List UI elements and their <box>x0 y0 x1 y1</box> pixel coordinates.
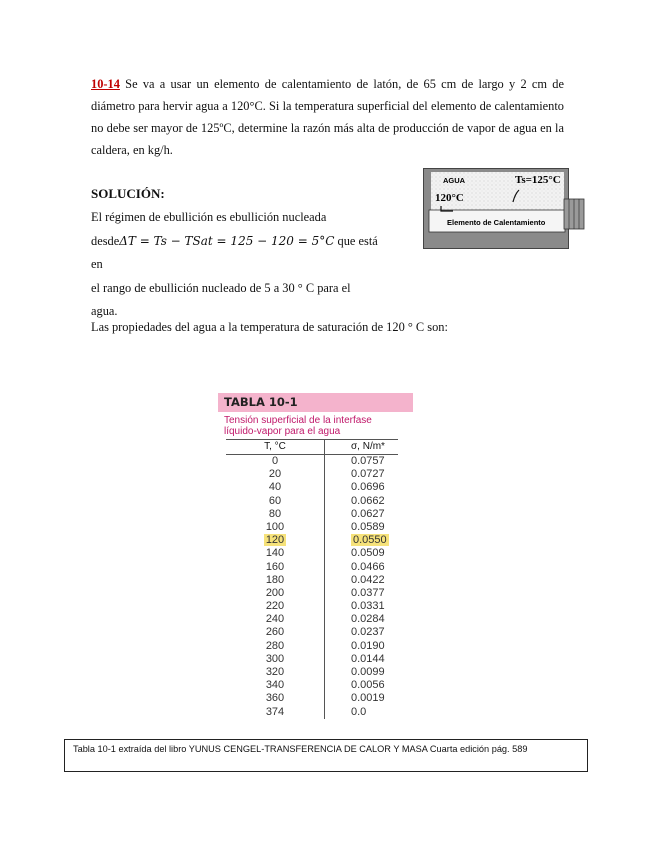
temperature-cell: 260 <box>226 626 325 639</box>
table-row <box>226 468 398 481</box>
temperature-cell: 360 <box>226 692 325 705</box>
table-row <box>226 574 398 587</box>
table-row <box>226 521 398 534</box>
tension-cell: 0.0377 <box>351 586 385 599</box>
temperature-cell: 140 <box>226 547 325 560</box>
table-row <box>226 561 398 574</box>
solution-line-2 <box>91 230 391 277</box>
temperature-cell: 80 <box>226 508 325 521</box>
solution-title: SOLUCIÓN: <box>91 186 165 201</box>
table-subtitle <box>224 415 413 437</box>
solution-line-3: el rango de ebullición nucleado de 5 a 30 ° C para el <box>91 280 351 295</box>
table-row <box>226 587 398 600</box>
caption-text: Tabla 10-1 extraída del libro YUNUS CENGEL-TRANSFERENCIA DE CALOR Y MASA Cuarta edición pág. 589 <box>73 744 528 754</box>
temperature-cell: 0 <box>226 455 325 468</box>
tension-cell: 0.0662 <box>351 494 385 507</box>
table-row <box>226 653 398 666</box>
tension-cell: 0.0237 <box>351 626 385 639</box>
table-row <box>226 455 398 468</box>
surface-temp-label: Ts=125°C <box>515 174 561 186</box>
table-header-row <box>226 439 398 455</box>
tension-cell: 0.0 <box>351 705 367 718</box>
temperature-cell: 60 <box>226 495 325 508</box>
temperature-cell: 340 <box>226 679 325 692</box>
tension-cell: 0.0589 <box>351 520 385 533</box>
tension-cell: 0.0144 <box>351 652 385 665</box>
temperature-cell: 160 <box>226 561 325 574</box>
tension-cell: 0.0284 <box>351 613 385 626</box>
table-row <box>226 613 398 626</box>
table-row <box>226 640 398 653</box>
table-row <box>226 706 398 719</box>
temperature-cell: 180 <box>226 574 325 587</box>
temperature-cell: 40 <box>226 481 325 494</box>
temperature-cell: 200 <box>226 587 325 600</box>
table-subtitle-line-1: Tensión superficial de la interfase <box>224 415 372 426</box>
table-row <box>226 495 398 508</box>
tension-cell: 0.0099 <box>351 666 385 678</box>
table-body <box>226 455 398 719</box>
delta-t-equation: ΔT = Ts − TSat = 125 − 120 = 5°C <box>119 233 335 248</box>
tension-cell: 0.0627 <box>351 507 385 520</box>
temperature-cell: 280 <box>226 640 325 653</box>
tension-cell: 0.0019 <box>351 692 385 705</box>
properties-text: Las propiedades del agua a la temperatura de saturación de 120 ° C son: <box>91 320 448 334</box>
table-row <box>226 626 398 639</box>
temperature-cell: 300 <box>226 653 325 666</box>
surface-tension-table <box>218 393 413 719</box>
problem-text: Se va a usar un elemento de calentamiento de latón, de 65 cm de largo y 2 cm de diámetro para hervir agua a 120°C. Si la temperatura superficial del elemento de calentamiento no debe ser mayor de 125ºC, determine la razón más alta de producción de vapor de agua en la caldera, en kg/h. <box>91 77 564 157</box>
solution-line-4: agua. <box>91 304 118 318</box>
tension-cell: 0.0056 <box>351 679 385 692</box>
table-row <box>226 600 398 613</box>
tension-cell: 0.0422 <box>351 573 385 586</box>
temperature-cell: 240 <box>226 613 325 626</box>
temperature-cell: 374 <box>226 706 325 719</box>
solution-body <box>91 206 391 324</box>
tension-cell: 0.0757 <box>351 455 385 467</box>
tension-cell: 0.0509 <box>351 547 385 560</box>
table-row <box>226 534 398 547</box>
element-label: Elemento de Calentamiento <box>447 218 546 227</box>
table-row <box>226 692 398 705</box>
column-header-tension: σ, N/m* <box>351 441 385 452</box>
solution-line-1: El régimen de ebullición es ebullición nucleada <box>91 210 327 224</box>
tension-cell: 0.0696 <box>351 481 385 494</box>
column-header-temperature: T, °C <box>226 440 325 454</box>
table-row <box>226 508 398 521</box>
boiler-diagram <box>423 168 586 250</box>
tension-cell: 0.0550 <box>353 534 387 547</box>
water-temp-label: 120°C <box>435 192 464 204</box>
table-caption <box>64 739 588 772</box>
table-row <box>226 481 398 494</box>
problem-number: 10-14 <box>91 77 120 91</box>
tension-cell: 0.0190 <box>351 639 385 652</box>
temperature-cell: 220 <box>226 600 325 613</box>
table-subtitle-line-2: líquido-vapor para el agua <box>224 426 341 437</box>
temperature-cell: 100 <box>226 521 325 534</box>
solution-line-2-prefix: desde <box>91 233 120 248</box>
temperature-cell: 20 <box>226 468 325 481</box>
temperature-cell: 120 <box>226 534 325 547</box>
tension-cell: 0.0331 <box>351 600 385 613</box>
tension-cell: 0.0727 <box>351 468 385 481</box>
tension-cell: 0.0466 <box>351 560 385 573</box>
solution-line-2-suffix: que está en <box>91 233 378 271</box>
table-row <box>226 666 398 679</box>
water-label: AGUA <box>443 176 466 185</box>
table-title: TABLA 10-1 <box>218 393 413 412</box>
temperature-cell: 320 <box>226 666 325 679</box>
table-row <box>226 679 398 692</box>
problem-statement <box>91 73 564 161</box>
table-row <box>226 547 398 560</box>
